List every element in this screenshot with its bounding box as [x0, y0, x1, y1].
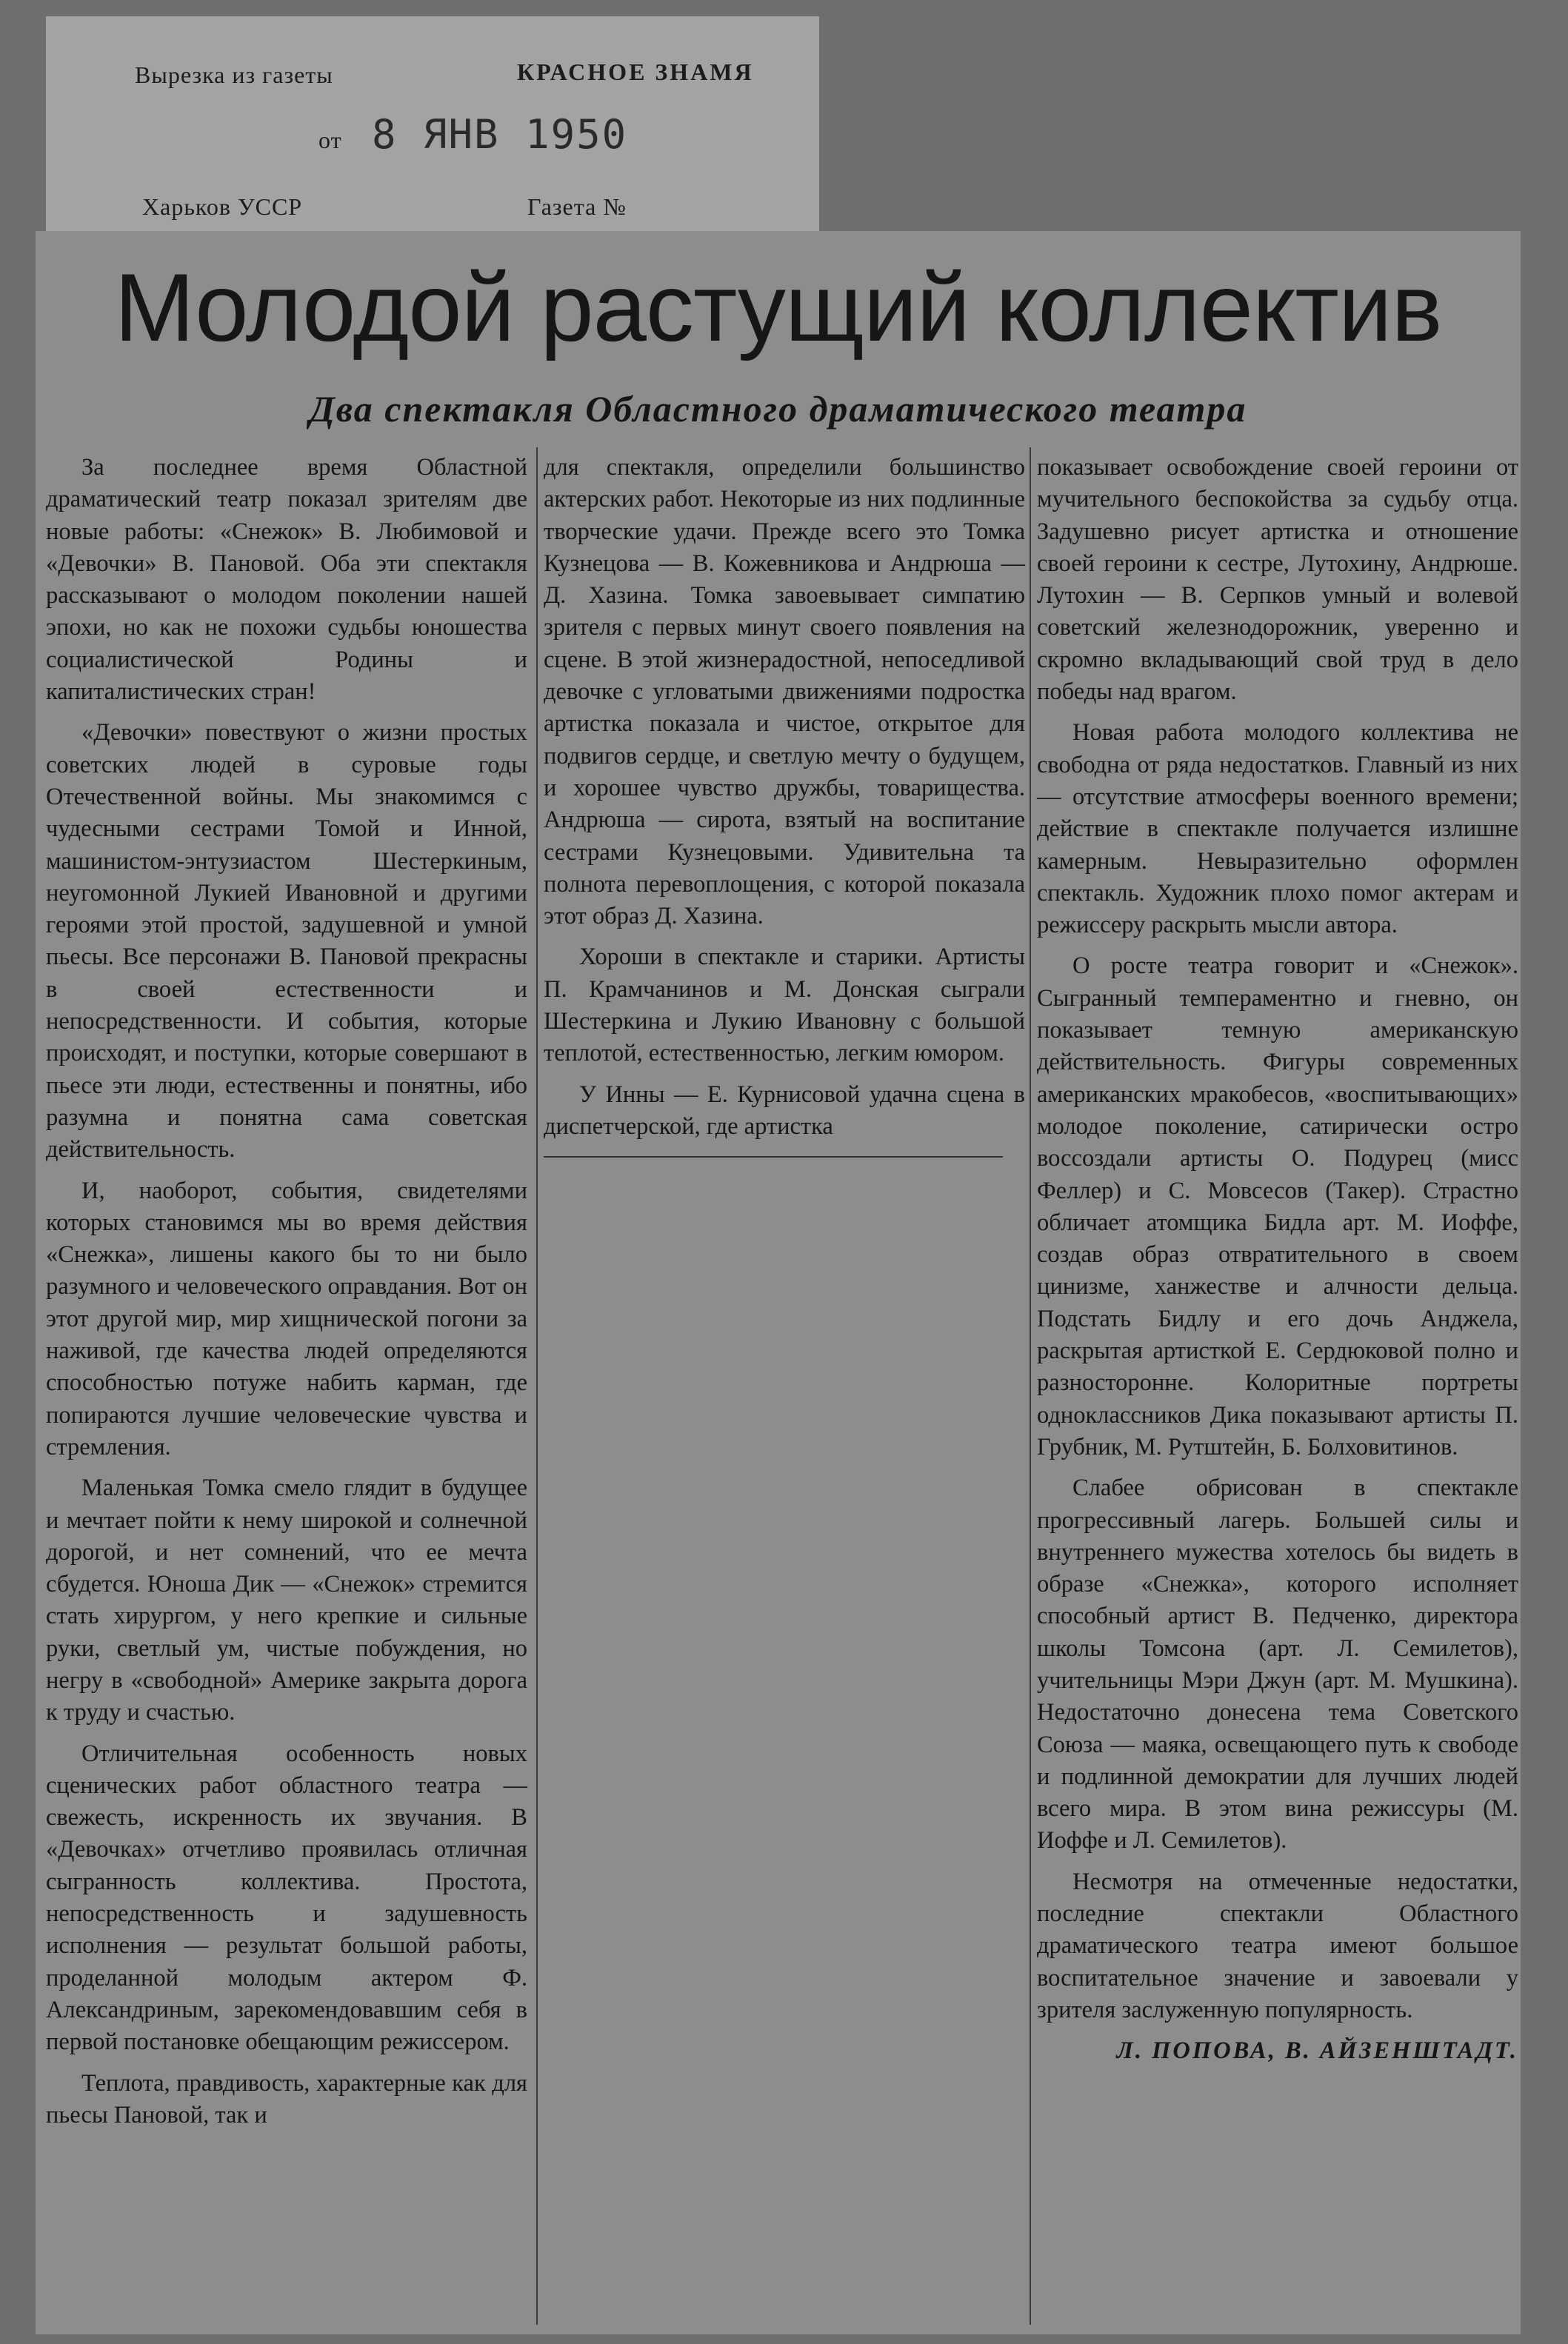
paragraph: Хороши в спектакле и старики. Артисты П. Крамчанинов и М. Донская сыграли Шестеркина и Лукию Ивановну с большой теплотой, естественностью, легким юмором. [544, 944, 1025, 1067]
paragraph: О росте театра говорит и «Снежок». Сыгранный темпераментно и гневно, он показывает темную американскую действительность. Фигуры современных американских мракобесов, «воспитывающих» молодое поколение, сатирически остро воссоздали артисты О. Подурец (мисс Феллер) и С. Мовсесов (Такер). Страстно обличает атомщика Бидла арт. М. Иоффе, создав образ отвратительного в своем цинизме, ханжестве и алчности дельца. Подстать Бидлу и его дочь Анджела, раскрытая артисткой Е. Сердюковой полно и разносторонне. Колоритные портреты одноклассников Дика показывают артисты П. Грубник, М. Рутштейн, Б. Болховитинов. [1037, 952, 1518, 1460]
paragraph: «Девочки» повествуют о жизни простых советских людей в суровые годы Отечественной войны. Мы знакомимся с чудесными сестрами Томой и Инной, машинистом-энтузиастом Шестеркиным, неугомонной Лукией Ивановной и другими героями этой простой, задушевной и умной пьесы. Все персонажи В. Пановой прекрасны в своей естественности и непосредственности. И события, которые происходят, и поступки, которые совершают в пьесе эти люди, естественны и понятны, ибо разумна и понятна сама советская действительность. [46, 719, 527, 1163]
paragraph: Несмотря на отмеченные недостатки, последние спектакли Областного драматического театра имеют большое воспитательное значение и завоевали у зрителя заслуженную популярность. [1037, 1868, 1518, 2023]
article-column-3 [1037, 452, 1518, 2068]
paragraph: У Инны — Е. Курнисовой удачна сцена в диспетчерской, где артистка [544, 1081, 1025, 1140]
paragraph: Отличительная особенность новых сценических работ областного театра — свежесть, искренность их звучания. В «Девочках» отчетливо проявилась отличная сыгранность коллектива. Простота, непосредственность и задушевность исполнения — результат большой работы, проделанной молодым актером Ф. Александриным, зарекомендовавшим себя в первой постановке обещающим режиссером. [46, 1740, 527, 2056]
clipping-stamp [46, 16, 819, 233]
stamp-date: 8 ЯНВ 1950 [372, 111, 628, 158]
stamp-from-label: от [318, 127, 342, 153]
paragraph: Новая работа молодого коллектива не свободна от ряда недостатков. Главный из них — отсутствие атмосферы военного времени; действие в спектакле получается излишне камерным. Невыразительно оформлен спектакль. Художник плохо помог актерам и режиссеру раскрыть мысли автора. [1037, 719, 1518, 939]
stamp-newspaper-name: КРАСНОЕ ЗНАМЯ [517, 59, 754, 85]
stamp-city: Харьков УССР [142, 193, 303, 220]
stamp-issue-label: Газета № [527, 193, 627, 220]
article-title: Молодой растущий коллектив [114, 253, 1442, 361]
paragraph: И, наоборот, события, свидетелями которых становимся мы во время действия «Снежка», лишены какого бы то ни было разумного и человеческого оправдания. Вот он этот другой мир, мир хищнической погони за наживой, где качества людей определяются способностью потуже набить карман, где попираются лучшие человеческие чувства и стремления. [46, 1177, 527, 1460]
column-end-rule [544, 1156, 1003, 1158]
paragraph: Маленькая Томка смело глядит в будущее и мечтает пойти к нему широкой и солнечной дорогой, и нет сомнений, что ее мечта сбудется. Юноша Дик — «Снежок» стремится стать хирургом, у него крепкие и сильные руки, светлый ум, чистые побуждения, но негру в «свободной» Америке закрыта дорога к труду и счастью. [46, 1475, 527, 1726]
column-divider [1030, 447, 1031, 2325]
newspaper-clipping [36, 231, 1521, 2334]
paragraph: За последнее время Областной драматический театр показал зрителям две новые работы: «Снежок» В. Любимовой и «Девочки» В. Пановой. Оба эти спектакля рассказывают о молодом поколении нашей эпохи, но как не похожи судьбы юношества социалистической Родины и капиталистических стран! [46, 454, 527, 706]
author-signature: Л. ПОПОВА, В. АЙЗЕНШТАДТ. [1116, 2037, 1518, 2065]
paragraph: Слабее обрисован в спектакле прогрессивный лагерь. Большей силы и внутреннего мужества хотелось бы видеть в образе «Снежка», которого исполняет способный артист В. Педченко, директора школы Томсона (арт. Л. Семилетов), учительницы Мэри Джун (арт. М. Мушкина). Недостаточно донесена тема Советского Союза — маяка, освещающего путь к свободе и подлинной демократии для лучших людей всего мира. В этом вина режиссуры (М. Иоффе и Л. Семилетов). [1037, 1475, 1518, 1854]
paragraph: для спектакля, определили большинство актерских работ. Некоторые из них подлинные творческие удачи. Прежде всего это Томка Кузнецова — В. Кожевникова и Андрюша — Д. Хазина. Томка завоевывает симпатию зрителя с первых минут своего появления на сцене. В этой жизнерадостной, непоседливой девочке с угловатыми движениями подростка артистка показала и чистое, открытое для подвигов сердце, и светлую мечту о будущем, и хорошее чувство дружбы, товарищества. Андрюша — сирота, взятый на воспитание сестрами Кузнецовыми. Удивительна та полнота перевоплощения, с которой показала этот образ Д. Хазина. [544, 454, 1025, 930]
paragraph: показывает освобождение своей героини от мучительного беспокойства за судьбу отца. Задушевно рисует артистка и отношение своей героини к сестре, Лутохину, Андрюше. Лутохин — В. Серпков умный и волевой советский железнодорожник, уверенно и скромно вкладывающий свой труд в дело победы над врагом. [1037, 454, 1518, 706]
article-subtitle: Два спектакля Областного драматического театра [309, 388, 1247, 430]
paragraph: Теплота, правдивость, характерные как для пьесы Пановой, так и [46, 2069, 527, 2128]
article-column-2 [544, 452, 1025, 1158]
stamp-label: Вырезка из газеты [135, 61, 333, 88]
article-column-1 [46, 452, 527, 2140]
column-divider [536, 447, 538, 2325]
